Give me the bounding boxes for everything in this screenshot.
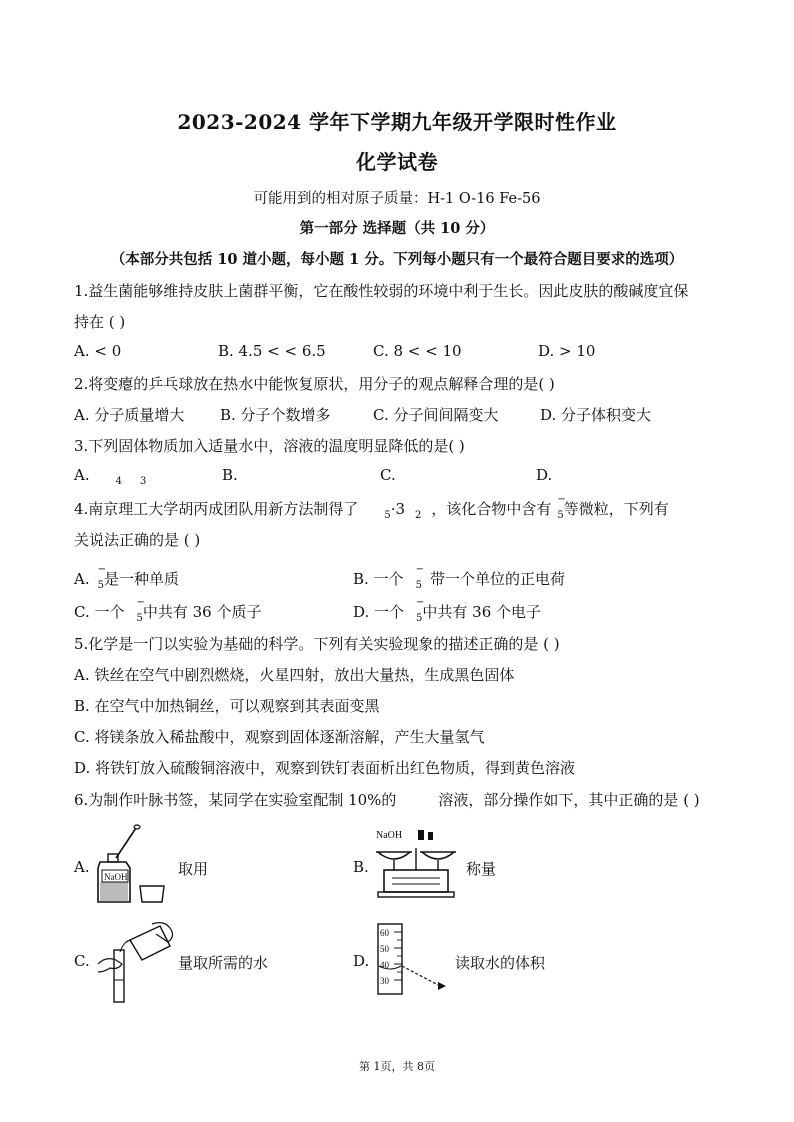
q6-option-a-label: 取用 [178,860,209,878]
exam-title: 2023-2024 学年下学期九年级开学限时性作业 [177,110,617,134]
q6-option-b-label: 称量 [466,860,497,878]
q2-option-d: D. 分子体积变大 [540,406,652,424]
q1-option-b: B. 4.5 < < 6.5 [218,342,326,360]
q6-option-c-label: 量取所需的水 [178,954,269,972]
q1-option-c: C. 8 < < 10 [373,342,462,360]
q2-option-a: A. 分子质量增大 [74,406,185,424]
q6-stem: 6.为制作叶脉书签，某同学在实验室配制 10%的 溶液，部分操作如下，其中正确的是 ( ) [74,791,700,809]
pouring-water-figure [96,920,178,1004]
balance-scale-figure [374,826,458,900]
q6-option-d-label: 读取水的体积 [455,954,546,972]
q4-stem-line2: 关说法正确的是 ( ) [74,531,201,549]
q5-stem: 5.化学是一门以实验为基础的科学。下列有关实验现象的描述正确的是 ( ) [74,635,560,653]
atomic-mass-line: 可能用到的相对原子质量：H-1 O-16 Fe-56 [253,191,541,207]
graduated-cylinder-figure [378,924,450,996]
q1-option-a: A. < 0 [74,342,122,360]
exam-subtitle: 化学试卷 [356,150,438,174]
q5-option-d: D. 将铁钉放入硫酸铜溶液中，观察到铁钉表面析出红色物质，得到黄色溶液 [74,759,576,777]
q3-stem: 3.下列固体物质加入适量水中，溶液的温度明显降低的是( ) [74,437,465,455]
q3-option-c: C. [380,466,396,484]
naoh-bottle-spoon-figure [96,824,166,906]
q2-stem: 2.将变瘪的乒乓球放在热水中能恢复原状，用分子的观点解释合理的是( ) [74,375,555,393]
q3-option-b: B. [222,466,238,484]
q5-option-b: B. 在空气中加热铜丝，可以观察到其表面变黑 [74,697,380,715]
scale-50: 50 [380,944,389,954]
page-number: 第 1页，共 8页 [359,1060,435,1073]
q1-stem-line2: 持在 ( ) [74,313,126,331]
q2-option-b: B. 分子个数增多 [220,406,331,424]
q4-option-d: D. 一个 − $_5$中共有 36 个电子 [353,597,542,624]
q6-option-d-letter: D. [353,952,370,970]
q1-option-d: D. > 10 [538,342,596,360]
q6-option-a-letter: A. [74,858,90,876]
q3-option-a: A. $_4$ $_3$ [74,466,147,487]
scale-60: 60 [380,928,389,938]
q4-option-c: C. 一个 − $_5$中共有 36 个质子 [74,597,262,624]
naoh-label: NaOH [376,830,403,841]
q4-stem-line1: 4.南京理工大学胡丙成团队用新方法制得了 $_5$·3 $_2$ ，该化合物中含有 − $_5$等微粒，下列有 [74,494,669,521]
part-title: 第一部分 选择题（共 10 分） [299,220,495,237]
q3-option-d: D. [536,466,553,484]
q4-option-b: B. 一个 − $_5$ 带一个单位的正电荷 [353,564,565,591]
q2-option-c: C. 分子间间隔变大 [373,406,499,424]
bottle-label: NaOH [104,872,128,882]
q6-option-b-letter: B. [353,858,369,876]
scale-40: 40 [380,960,389,970]
part-instructions: （本部分共包括 10 道小题，每小题 1 分。下列每小题只有一个最符合题目要求的选项） [110,251,684,268]
q4-option-a: A. − $_5$是一种单质 [74,564,179,591]
scale-30: 30 [380,976,389,986]
q6-option-c-letter: C. [74,952,90,970]
q5-option-a: A. 铁丝在空气中剧烈燃烧，火星四射，放出大量热，生成黑色固体 [74,666,515,684]
q5-option-c: C. 将镁条放入稀盐酸中，观察到固体逐渐溶解，产生大量氢气 [74,728,485,746]
q1-stem-line1: 1.益生菌能够维持皮肤上菌群平衡，它在酸性较弱的环境中利于生长。因此皮肤的酸碱度宜保 [74,282,689,300]
